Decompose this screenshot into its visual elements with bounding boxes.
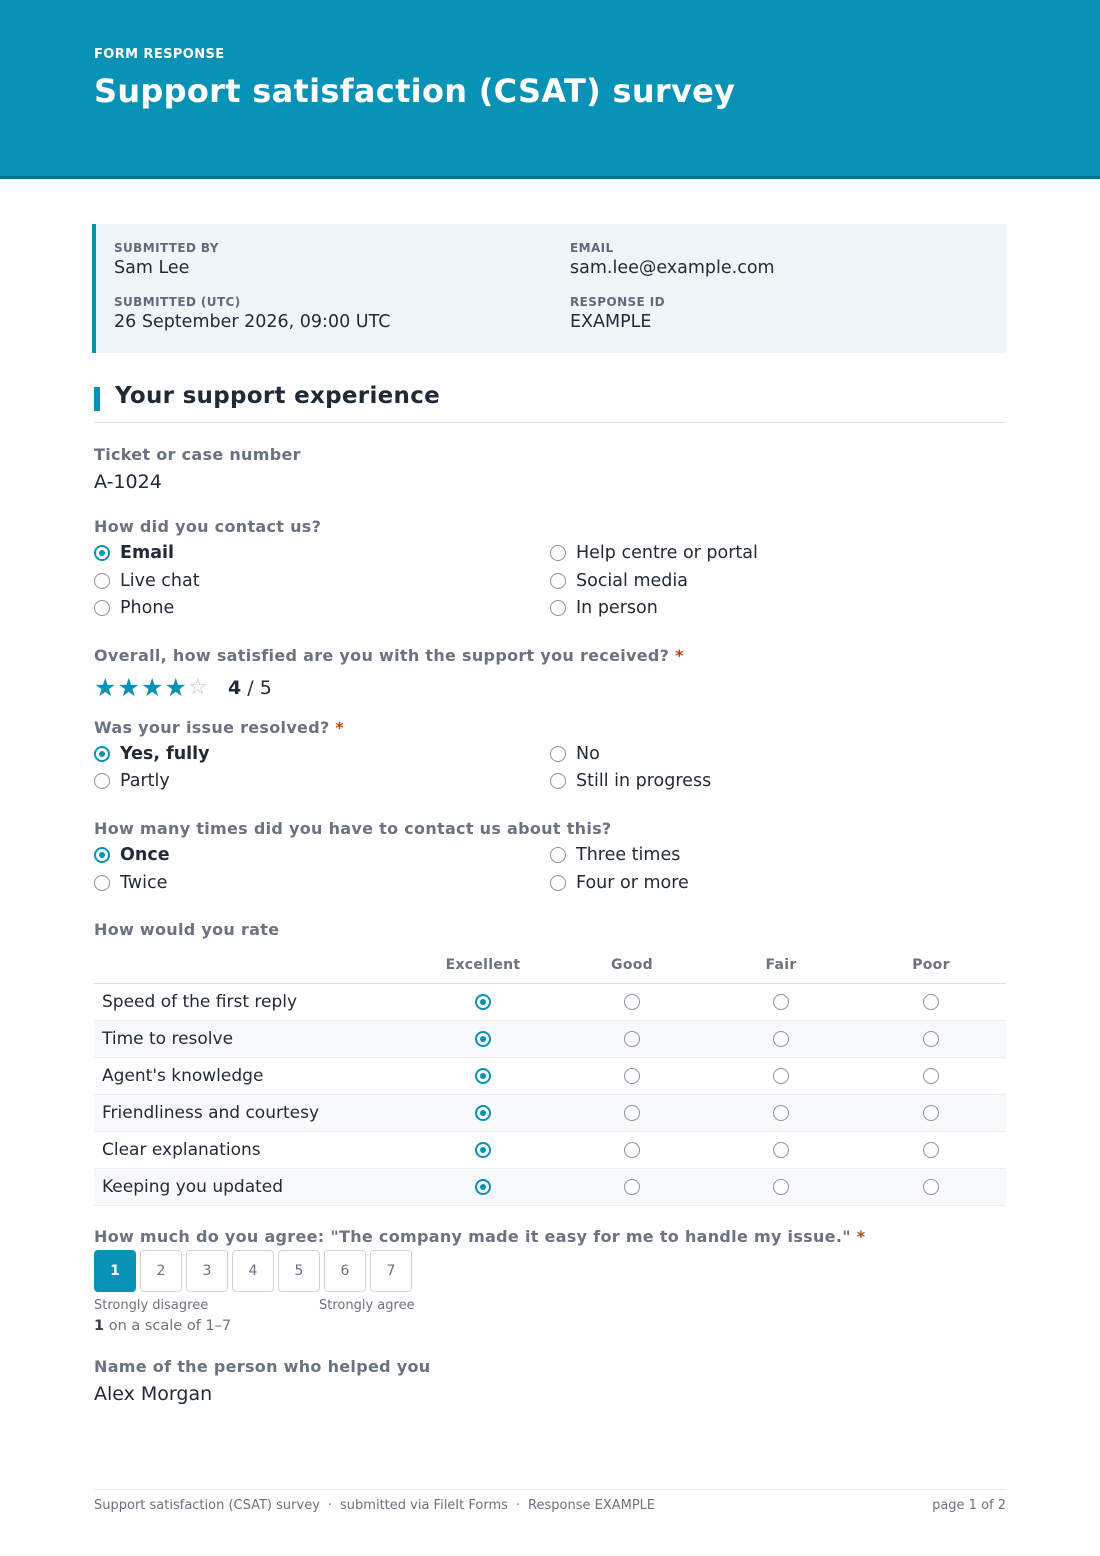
resolved-option-no[interactable] [550,742,600,766]
matrix-row-label: Keeping you updated [102,1177,284,1197]
rating-matrix [94,947,1006,1206]
star-filled-icon: ★ [94,673,117,702]
agree-question [94,1227,865,1246]
matrix-row-label: Friendliness and courtesy [102,1103,320,1123]
option-label: Email [120,543,174,563]
contact-option-live-chat[interactable] [94,569,200,593]
scale-value-suffix: on a scale of 1–7 [108,1318,232,1334]
radio-excellent[interactable] [475,1105,491,1121]
radio-fair[interactable] [773,1179,789,1195]
contact-option-email[interactable] [94,541,174,565]
resolved-question-text: Was your issue resolved? [94,718,330,737]
submitted-by-cell [114,241,219,278]
contact-option-phone[interactable] [94,596,174,620]
radio-excellent[interactable] [475,994,491,1010]
response-id-cell [570,295,665,332]
option-label: Four or more [576,873,689,893]
resolved-question [94,718,344,737]
radio-excellent[interactable] [475,1179,491,1195]
radio-selected-icon [94,746,110,762]
option-label: Yes, fully [120,744,210,764]
option-label: Help centre or portal [576,543,758,563]
helper-answer: Alex Morgan [94,1383,213,1405]
header-banner [0,0,1100,179]
radio-selected-icon [94,847,110,863]
matrix-row-label: Clear explanations [102,1140,261,1160]
contact-option-in-person[interactable] [550,596,658,620]
times-option-once[interactable] [94,843,170,867]
radio-excellent[interactable] [475,1068,491,1084]
times-option-twice[interactable] [94,871,167,895]
footer-text [94,1498,655,1513]
radio-icon [94,773,110,789]
option-label: Phone [120,598,175,618]
star-filled-icon: ★ [164,673,187,702]
radio-poor[interactable] [923,1105,939,1121]
email-value: sam.lee@example.com [570,258,775,278]
matrix-row-label: Agent's knowledge [102,1066,264,1086]
scale-option-6[interactable]: 6 [324,1250,366,1292]
rate-question: How would you rate [94,920,280,939]
section-accent-bar [94,387,100,411]
scale-low-label: Strongly disagree [94,1298,209,1313]
scale-option-2[interactable]: 2 [140,1250,182,1292]
radio-excellent[interactable] [475,1031,491,1047]
option-label: Still in progress [576,771,712,791]
radio-icon [94,600,110,616]
resolved-option-in-progress[interactable] [550,769,711,793]
rating-max: / 5 [247,677,272,699]
radio-fair[interactable] [773,1142,789,1158]
column-good: Good [611,957,653,973]
section-title: Your support experience [115,383,441,409]
option-label: Social media [576,571,688,591]
radio-icon [550,875,566,891]
scale-value: 1 [94,1318,105,1334]
column-fair: Fair [765,957,797,973]
contact-option-social-media[interactable] [550,569,688,593]
radio-icon [550,847,566,863]
option-label: Partly [120,771,170,791]
radio-good[interactable] [624,1179,640,1195]
option-label: Once [120,845,170,865]
matrix-row [94,1132,1006,1169]
radio-icon [550,746,566,762]
resolved-option-partly[interactable] [94,769,170,793]
column-excellent: Excellent [445,957,521,973]
radio-fair[interactable] [773,994,789,1010]
footer-separator: · [327,1498,333,1513]
radio-icon [550,573,566,589]
response-id-label: RESPONSE ID [570,295,665,309]
matrix-row [94,1058,1006,1095]
resolved-option-yes-fully[interactable] [94,742,210,766]
radio-icon [550,773,566,789]
radio-poor[interactable] [923,994,939,1010]
matrix-row [94,984,1006,1021]
option-label: In person [576,598,658,618]
matrix-row [94,1169,1006,1206]
rating-readout [228,677,272,699]
required-marker: * [856,1227,866,1246]
email-cell [570,241,775,278]
star-filled-icon: ★ [141,673,164,702]
star-rating[interactable] [94,674,212,702]
times-question: How many times did you have to contact us about this? [94,819,612,838]
submitted-by-label: SUBMITTED BY [114,241,219,255]
ticket-answer: A-1024 [94,471,162,493]
radio-fair[interactable] [773,1105,789,1121]
footer-form-name: Support satisfaction (CSAT) survey [94,1498,320,1513]
overall-question-text: Overall, how satisfied are you with the support you received? [94,646,670,665]
scale-option-3[interactable]: 3 [186,1250,228,1292]
ticket-question: Ticket or case number [94,445,301,464]
radio-good[interactable] [624,1031,640,1047]
radio-good[interactable] [624,994,640,1010]
star-filled-icon: ★ [117,673,140,702]
form-title: Support satisfaction (CSAT) survey [94,72,736,110]
submitted-date-value: 26 September 2026, 09:00 UTC [114,312,391,332]
radio-icon [94,573,110,589]
required-marker: * [335,718,345,737]
matrix-row [94,1021,1006,1058]
scale-readout [94,1318,231,1334]
times-option-three[interactable] [550,843,680,867]
agreement-scale [94,1250,416,1292]
column-poor: Poor [912,957,950,973]
section-divider [94,422,1006,423]
radio-fair[interactable] [773,1031,789,1047]
form-kicker: FORM RESPONSE [94,47,225,62]
overall-question [94,646,684,665]
radio-poor[interactable] [923,1142,939,1158]
submitted-by-value: Sam Lee [114,258,190,278]
matrix-header [94,947,1006,984]
submission-meta-panel [92,224,1006,353]
radio-poor[interactable] [923,1031,939,1047]
page-number: page 1 of 2 [932,1498,1006,1513]
times-option-four-or-more[interactable] [550,871,689,895]
email-label: EMAIL [570,241,614,255]
helper-question: Name of the person who helped you [94,1357,431,1376]
scale-option-4[interactable]: 4 [232,1250,274,1292]
scale-high-label: Strongly agree [319,1298,415,1313]
contact-question: How did you contact us? [94,517,322,536]
footer-divider [94,1489,1006,1490]
footer-separator: · [515,1498,521,1513]
option-label: Live chat [120,571,200,591]
option-label: No [576,744,600,764]
response-id-value: EXAMPLE [570,312,652,332]
matrix-row-label: Time to resolve [102,1029,234,1049]
radio-selected-icon [94,545,110,561]
radio-icon [550,600,566,616]
footer-via: submitted via FileIt Forms [340,1498,508,1513]
footer-response: Response EXAMPLE [528,1498,656,1513]
matrix-row-label: Speed of the first reply [102,992,298,1012]
submitted-date-cell [114,295,390,332]
radio-icon [94,875,110,891]
radio-excellent[interactable] [475,1142,491,1158]
matrix-row [94,1095,1006,1132]
option-label: Three times [576,845,681,865]
scale-option-5[interactable]: 5 [278,1250,320,1292]
required-marker: * [675,646,684,665]
radio-fair[interactable] [773,1068,789,1084]
radio-good[interactable] [624,1105,640,1121]
radio-poor[interactable] [923,1179,939,1195]
contact-option-help-centre[interactable] [550,541,758,565]
agree-question-text: How much do you agree: "The company made it easy for me to handle my issue." [94,1227,851,1246]
scale-option-1[interactable]: 1 [94,1250,136,1292]
option-label: Twice [120,873,168,893]
radio-good[interactable] [624,1142,640,1158]
radio-poor[interactable] [923,1068,939,1084]
rating-value: 4 [228,677,242,699]
radio-icon [550,545,566,561]
submitted-date-label: SUBMITTED (UTC) [114,295,241,309]
radio-good[interactable] [624,1068,640,1084]
scale-option-7[interactable]: 7 [370,1250,412,1292]
star-empty-icon: ☆ [188,675,208,700]
